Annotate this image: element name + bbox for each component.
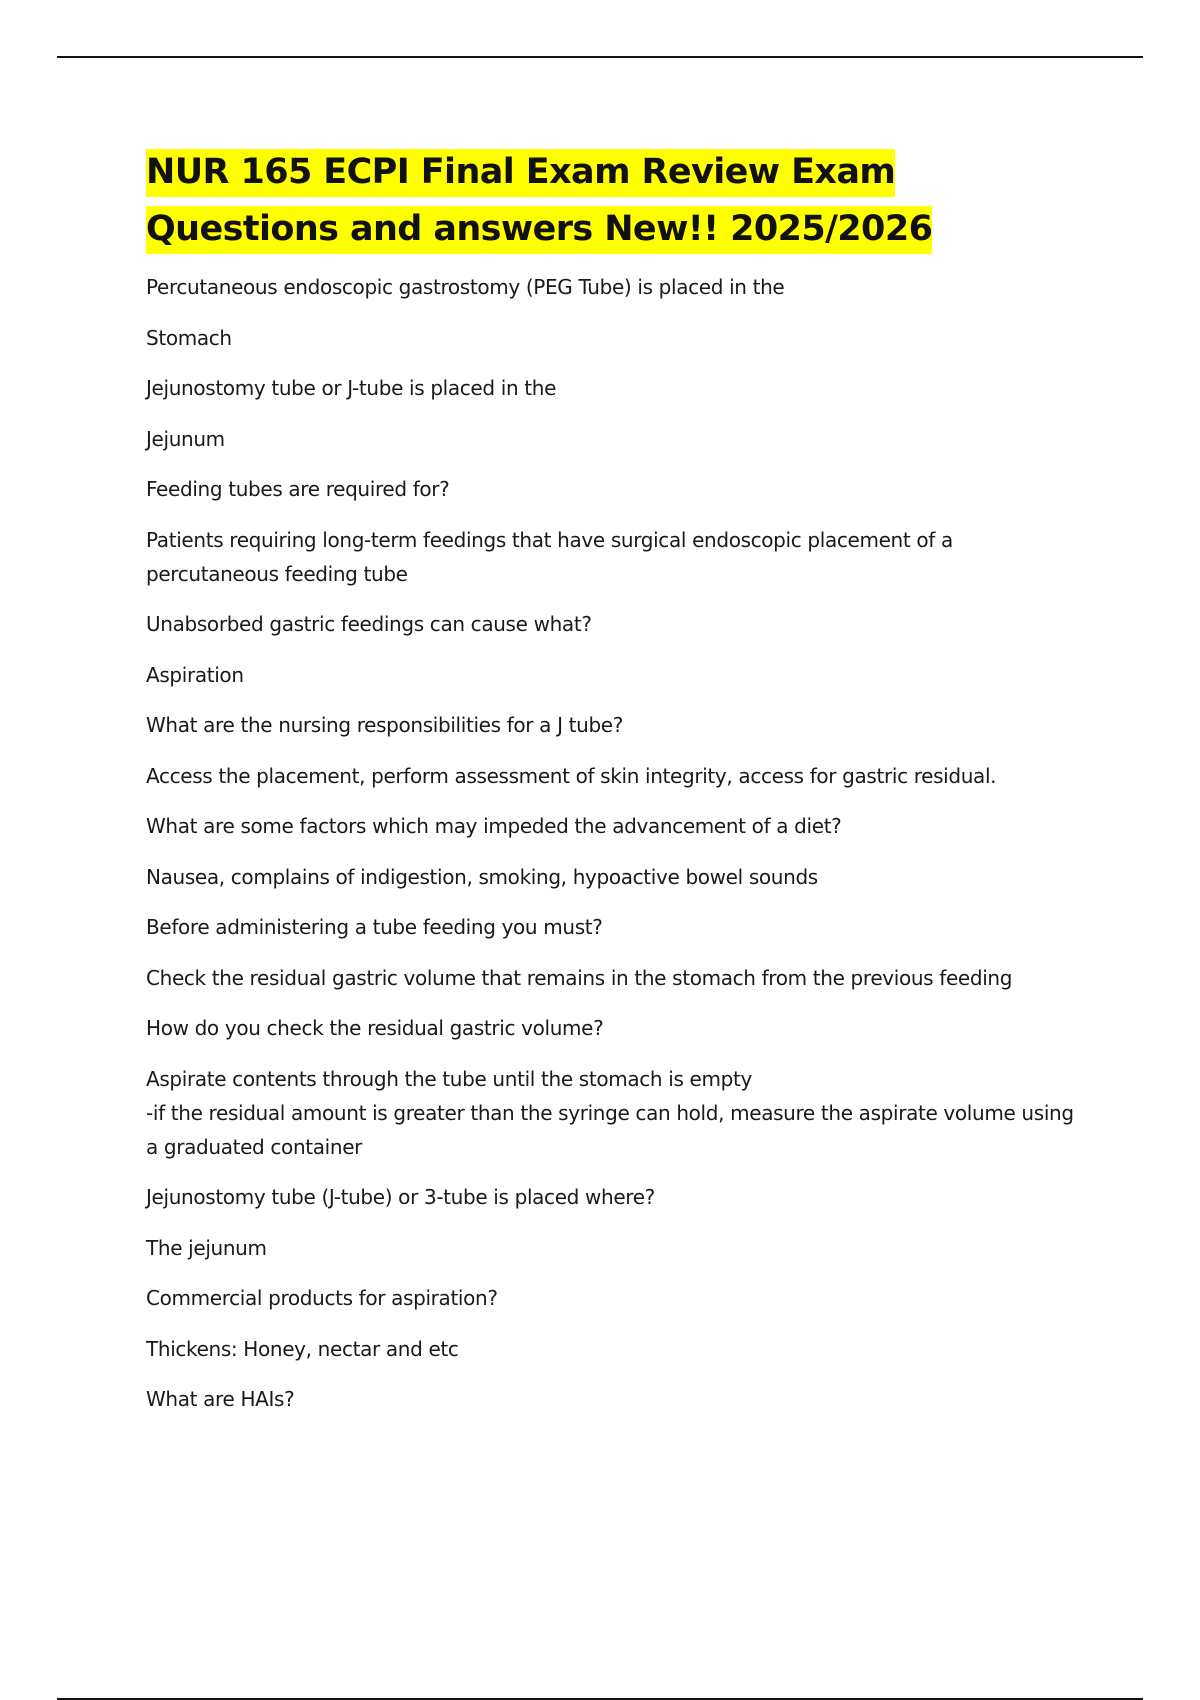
question-line: Before administering a tube feeding you must? xyxy=(146,915,603,939)
question-line: Jejunostomy tube (J-tube) or 3-tube is placed where? xyxy=(146,1185,655,1209)
question-line: How do you check the residual gastric volume? xyxy=(146,1016,604,1040)
question-line: Jejunostomy tube or J-tube is placed in the xyxy=(146,376,557,400)
highlighted-title-text: NUR 165 ECPI Final Exam Review Exam Questions and answers New!! 2025/2026 xyxy=(146,149,932,254)
question-line: Feeding tubes are required for? xyxy=(146,477,450,501)
answer-line: Nausea, complains of indigestion, smoking, hypoactive bowel sounds xyxy=(146,864,818,889)
question-line: Unabsorbed gastric feedings can cause what? xyxy=(146,612,592,636)
answer-line: Aspirate contents through the tube until the stomach is empty -if the residual amount is greater than the syringe can hold, measure the aspirate volume using a graduated container xyxy=(146,1066,1074,1159)
document-body xyxy=(146,144,1086,1433)
answer-line: Stomach xyxy=(146,325,232,350)
qa-list xyxy=(146,270,1086,1416)
answer-line: Jejunum xyxy=(146,426,225,451)
top-divider xyxy=(57,56,1143,58)
question-line: What are the nursing responsibilities for a J tube? xyxy=(146,713,624,737)
answer-line: Patients requiring long-term feedings that have surgical endoscopic placement of a percutaneous feeding tube xyxy=(146,527,953,586)
document-title xyxy=(146,144,1086,258)
answer-line: Check the residual gastric volume that remains in the stomach from the previous feeding xyxy=(146,965,1013,990)
answer-line: Thickens: Honey, nectar and etc xyxy=(146,1336,459,1361)
question-line: Commercial products for aspiration? xyxy=(146,1286,498,1310)
answer-line: The jejunum xyxy=(146,1235,267,1260)
answer-line: Access the placement, perform assessment of skin integrity, access for gastric residual. xyxy=(146,763,997,788)
question-line: Percutaneous endoscopic gastrostomy (PEG Tube) is placed in the xyxy=(146,275,785,299)
question-line: What are HAIs? xyxy=(146,1387,295,1411)
question-line: What are some factors which may impeded the advancement of a diet? xyxy=(146,814,842,838)
answer-line: Aspiration xyxy=(146,662,244,687)
